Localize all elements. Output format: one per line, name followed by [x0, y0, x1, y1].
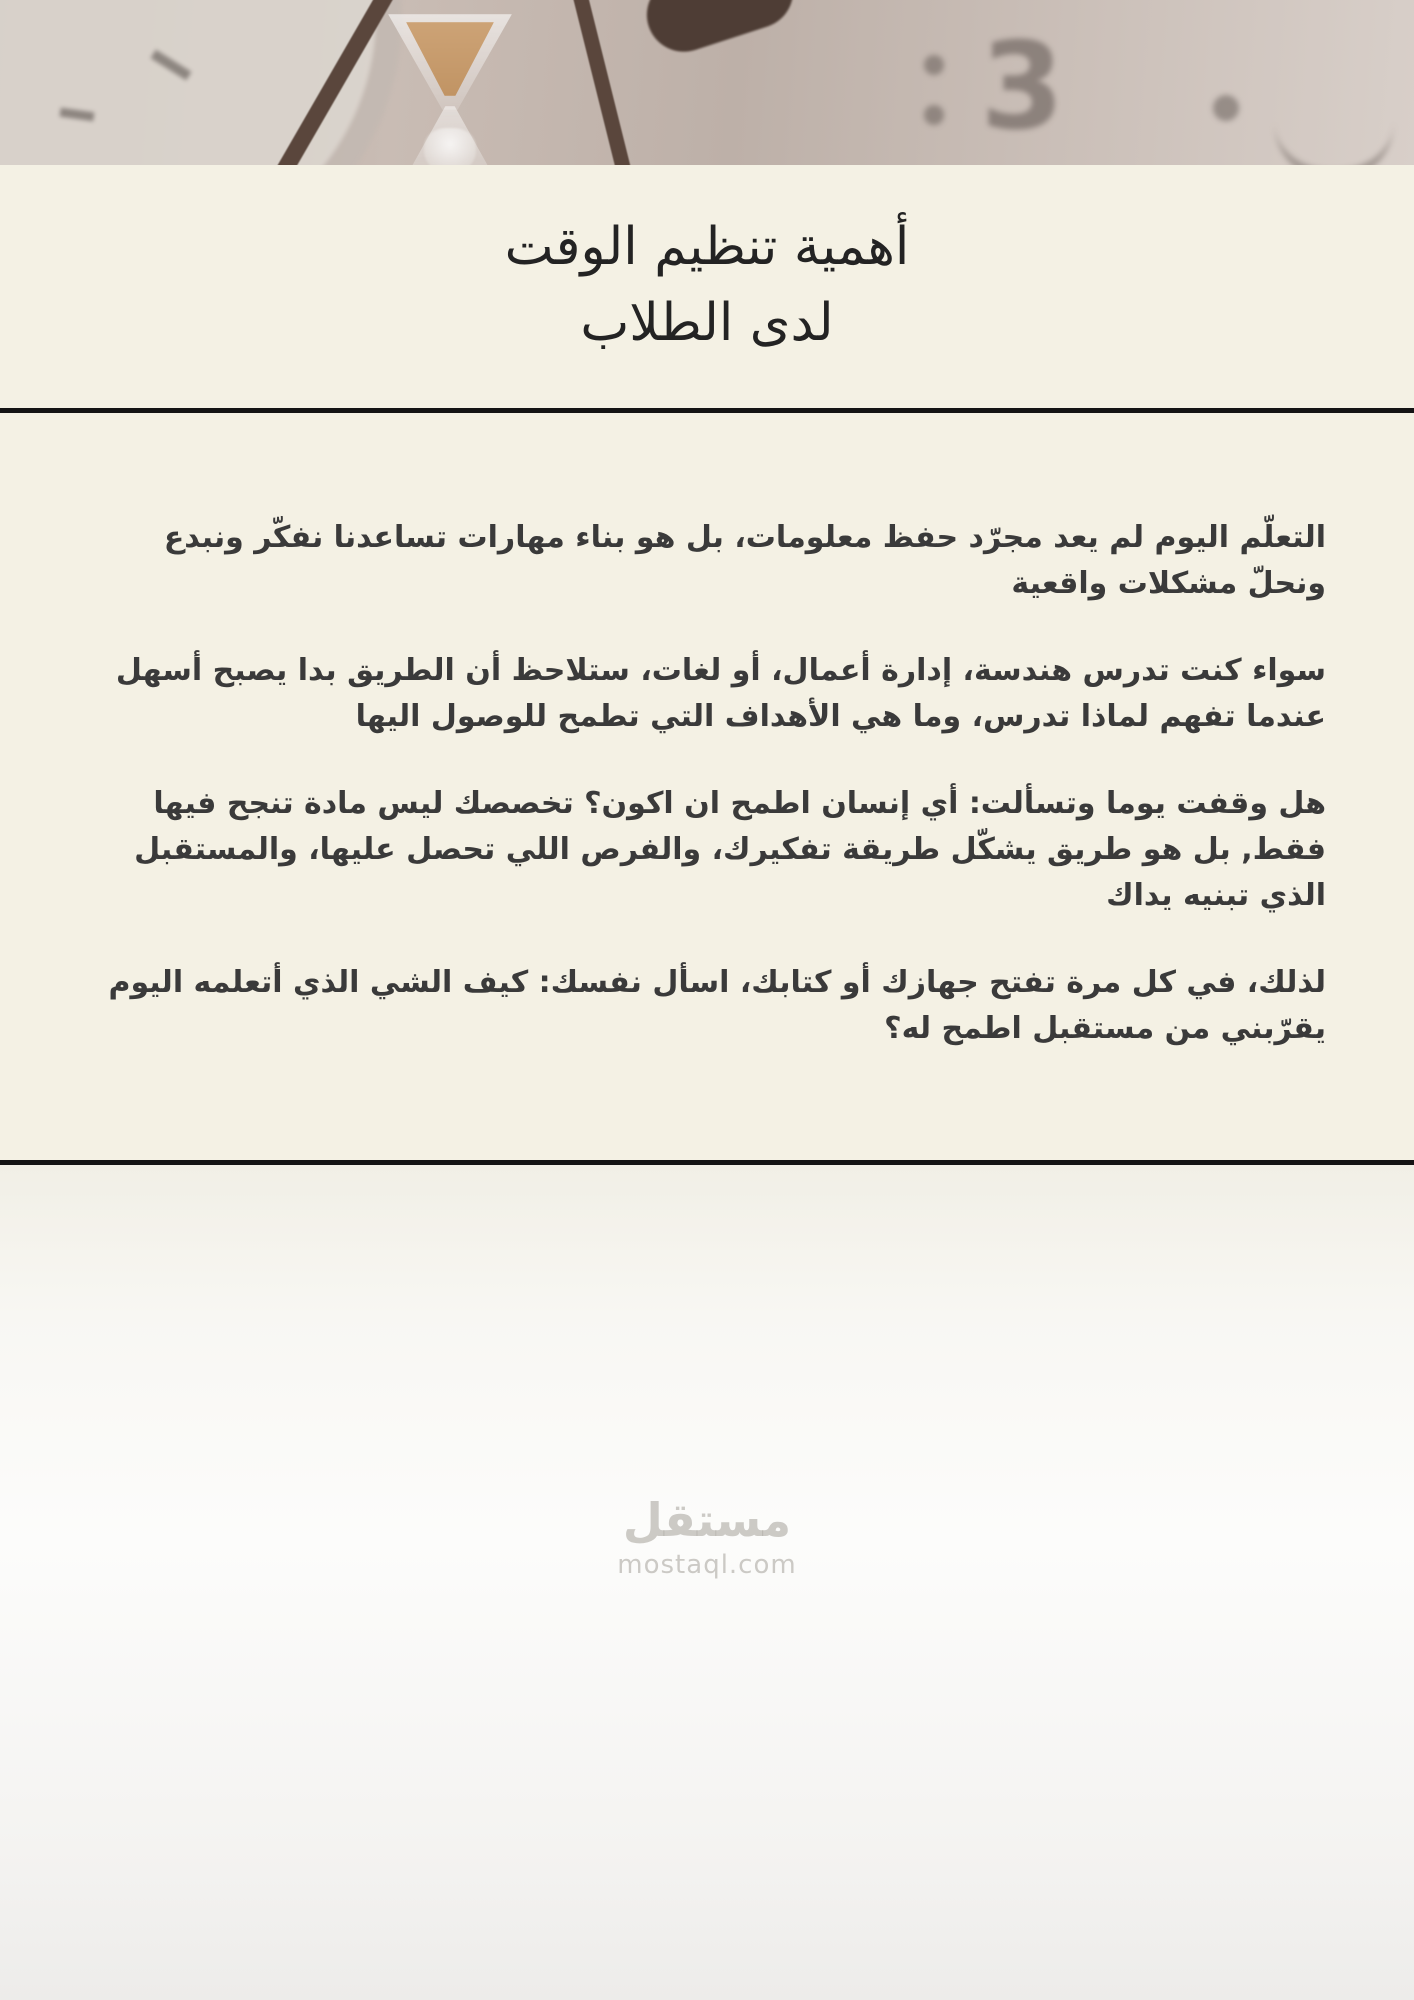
watermark-domain: mostaql.com — [617, 1549, 797, 1580]
blurred-clock-dot — [924, 55, 944, 75]
footer-area — [0, 1165, 1414, 2000]
body-text-block — [0, 413, 1414, 1160]
paragraph-2: سواء كنت تدرس هندسة، إدارة أعمال، أو لغات، ستلاحظ أن الطريق بدا يصبح أسهل عندما تفهم لماذا تدرس، وما هي الأهداف التي تطمح للوصول اليها — [115, 653, 1326, 734]
page-title-line1: أهمية تنظيم الوقت — [504, 217, 910, 277]
wooden-rod-right — [553, 0, 643, 165]
paragraph-3: هل وقفت يوما وتسألت: أي إنسان اطمح ان اكون؟ تخصصك ليس مادة تنجح فيها فقط, بل هو طريق يشكّل طريقة تفكيرك، والفرص اللي تحصل عليها، والمستقبل الذي تبنيه يداك — [134, 786, 1326, 913]
blurred-clock-dot — [924, 105, 944, 125]
paragraph-1: التعلّم اليوم لم يعد مجرّد حفظ معلومات، بل هو بناء مهارات تساعدنا نفكّر ونبدع ونحلّ مشكلات واقعية — [163, 520, 1326, 601]
header-photo-banner — [0, 0, 1414, 165]
blurred-clock-numeral — [1274, 110, 1394, 165]
watermark-brand: مستقل — [622, 1493, 792, 1547]
paragraph-4: لذلك، في كل مرة تفتح جهازك أو كتابك، اسأل نفسك: كيف الشي الذي أتعلمه اليوم يقرّبني من مستقبل اطمح له؟ — [108, 965, 1326, 1046]
blurred-clock-dot — [1213, 95, 1239, 121]
wooden-clamp — [637, 0, 803, 61]
title-block — [0, 165, 1414, 408]
watermark — [0, 1495, 1414, 1580]
blurred-clock-digit: 3 — [980, 18, 1064, 157]
page-title-line2: لدى الطلاب — [580, 293, 834, 353]
hourglass-drip — [424, 128, 476, 165]
